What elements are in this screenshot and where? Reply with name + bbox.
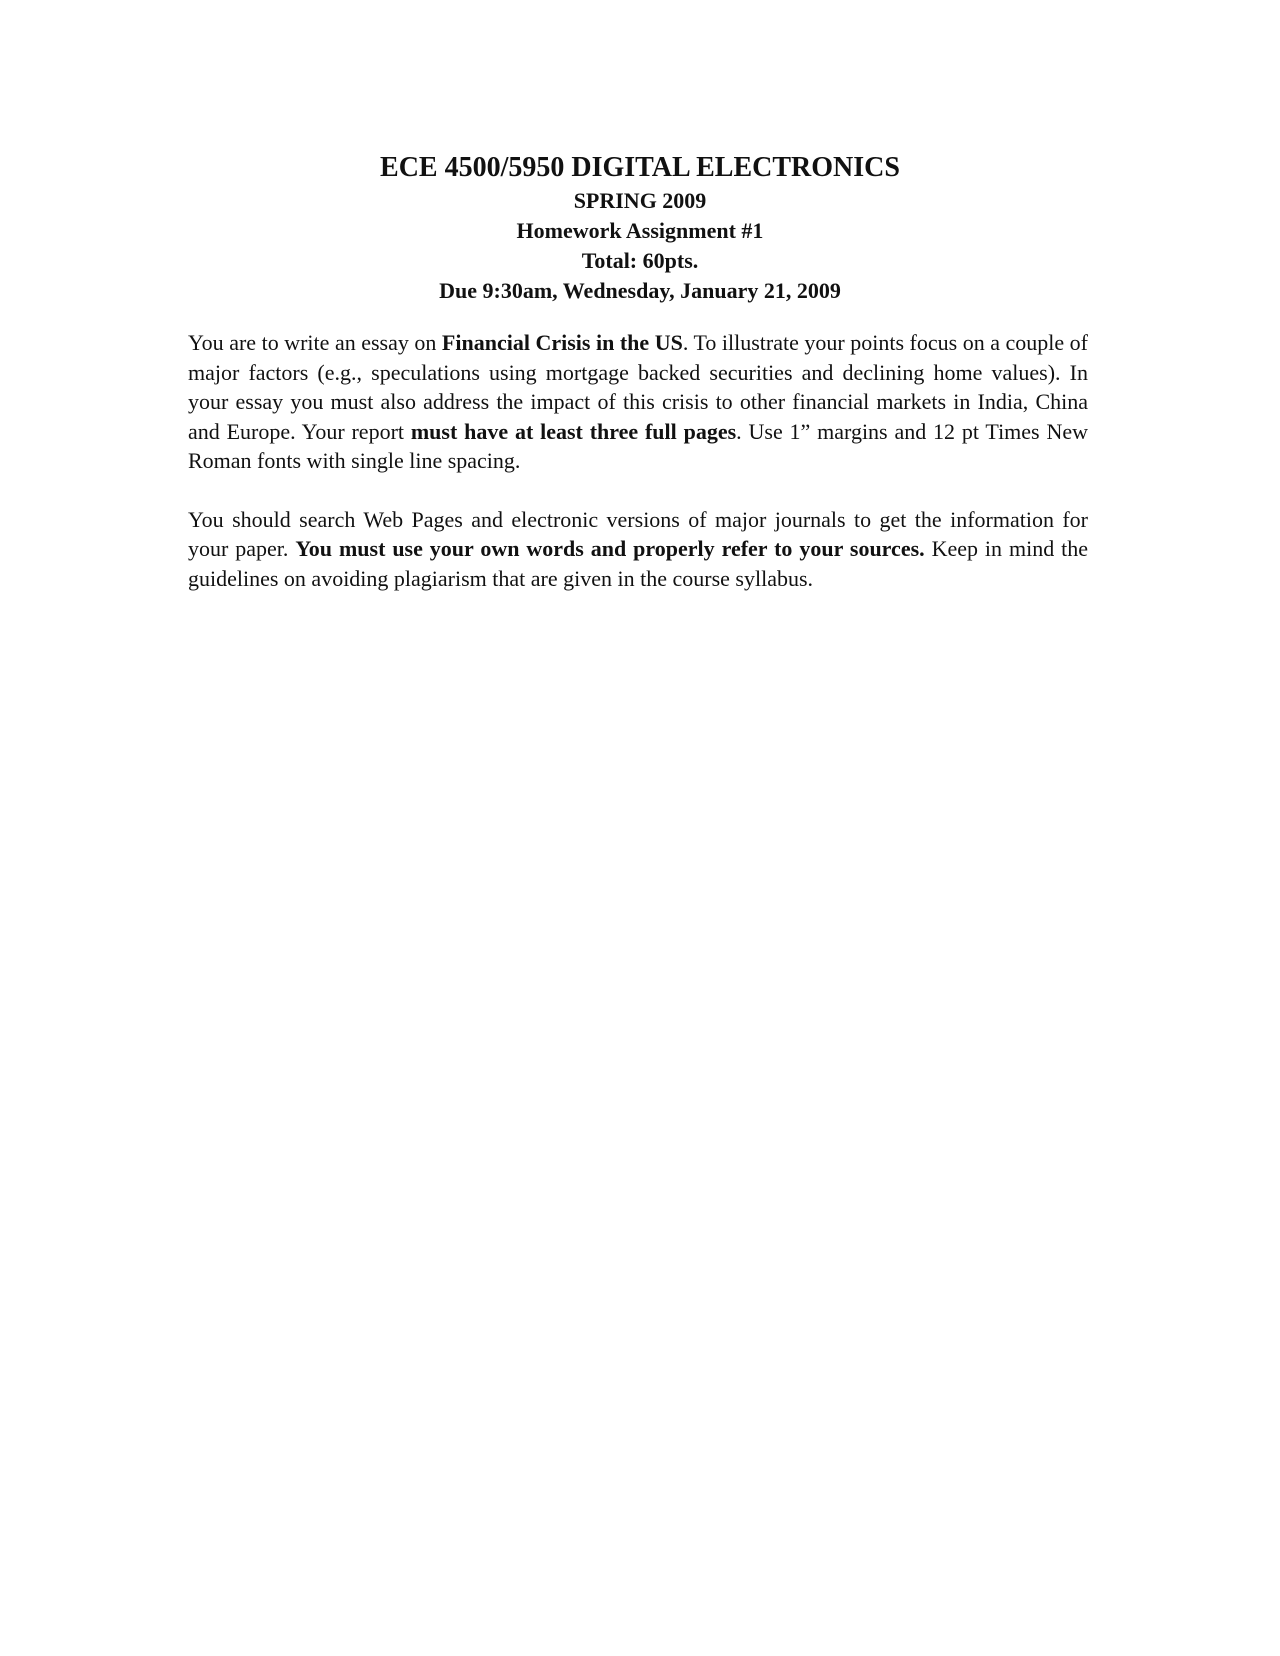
essay-topic: Financial Crisis in the US xyxy=(441,330,683,355)
total-points: Total: 60pts. xyxy=(581,248,699,273)
due-date: Due 9:30am, Wednesday, January 21, 2009 xyxy=(439,278,841,303)
assignment-body xyxy=(188,328,1088,622)
sources-requirement: You must use your own words and properly refer to your sources. xyxy=(295,536,925,561)
document-header xyxy=(0,150,1280,306)
paragraph-essay-topic xyxy=(188,328,1088,476)
paragraph2-text-1: You should search Web Pages and electronic versions of major journals to get the information for your paper. xyxy=(188,506,1088,561)
paragraph1-text-1: You are to write an essay on xyxy=(188,330,442,355)
paragraph-sources xyxy=(188,505,1088,594)
course-title: ECE 4500/5950 DIGITAL ELECTRONICS xyxy=(380,152,900,183)
paragraph1-text-2: . To illustrate your points focus on a couple of major factors (e.g., speculations using mortgage backed securities and declining home values). In your essay you must also address the impact of this crisis to other financial markets in India, China and Europe. Your report xyxy=(188,330,1088,444)
paragraph1-text-3: . Use 1” margins and 12 pt Times New Roman fonts with single line spacing. xyxy=(188,418,1088,473)
term: SPRING 2009 xyxy=(573,188,707,213)
length-requirement: must have at least three full pages xyxy=(410,418,737,444)
paragraph2-text-2: Keep in mind the guidelines on avoiding plagiarism that are given in the course syllabus. xyxy=(188,536,1089,591)
assignment-title: Homework Assignment #1 xyxy=(516,218,764,243)
